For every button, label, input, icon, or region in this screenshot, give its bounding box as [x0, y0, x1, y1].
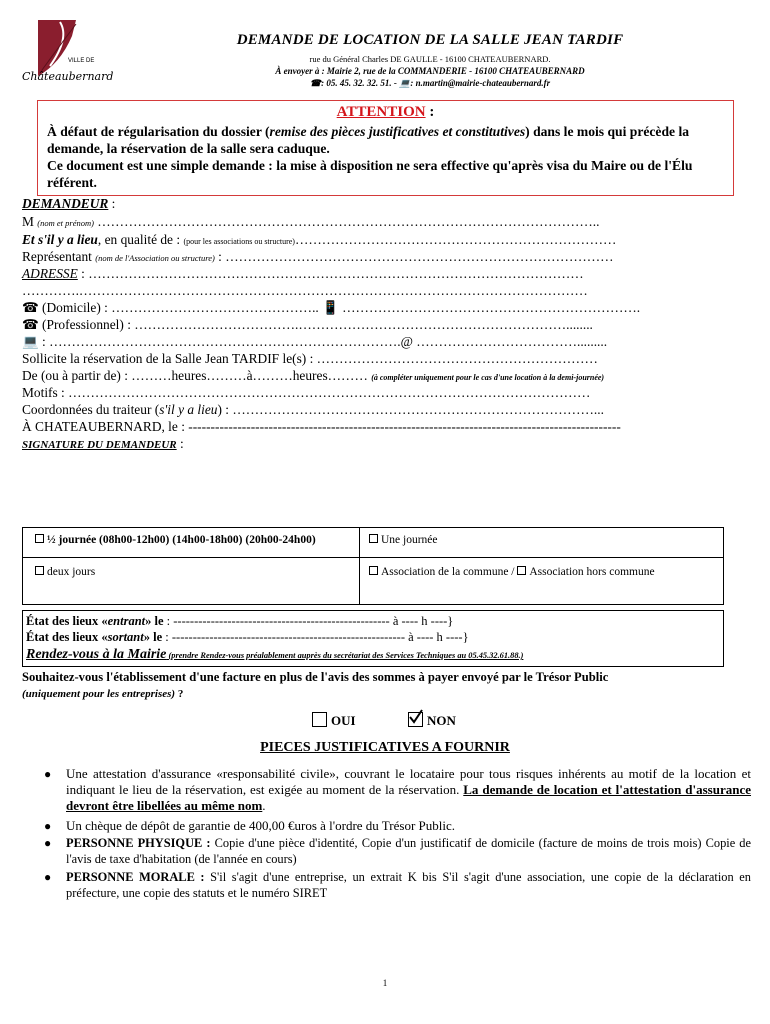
facture-question: Souhaitez-vous l'établissement d'une facture en plus de l'avis des sommes à payer envoyé par le Trésor Public: [22, 670, 609, 684]
demandeur-heading: [22, 196, 115, 212]
facture-oui-label: OUI: [331, 713, 356, 728]
pieces-title: PIECES JUSTIFICATIVES A FOURNIR: [260, 740, 510, 755]
domicile-field[interactable]: [22, 300, 640, 316]
piece-morale-label: PERSONNE MORALE :: [66, 870, 205, 884]
document-title: DEMANDE DE LOCATION DE LA SALLE JEAN TARDIF: [236, 32, 624, 48]
etat-entrant[interactable]: [26, 614, 453, 629]
facture-note-q: ?: [175, 688, 184, 700]
professionnel-label: (Professionnel) : ……………………………….……………………………………………………........: [42, 317, 593, 332]
header-contact: [150, 78, 710, 89]
name-hint: (nom et prénom): [37, 218, 94, 228]
mobile-phone-icon: 📱: [322, 300, 339, 315]
piece-item-cheque: [44, 818, 751, 834]
representant-dots: : ……………………………………………………………………………: [214, 249, 614, 264]
name-field[interactable]: [22, 214, 599, 230]
domicile-label: (Domicile) : ………………………………………..: [42, 300, 323, 315]
facture-oui-option[interactable]: [312, 712, 356, 729]
piece-physique-text: Copie d'une pièce d'identité, Copie d'un justificatif de domicile (facture de moins de trois mois) Copie de l'avis de taxe d'habitation (de l'année en cours): [66, 836, 752, 866]
logo-script: Châteaubernard: [22, 70, 114, 83]
checkbox-icon[interactable]: [369, 566, 378, 575]
checkbox-icon[interactable]: [369, 534, 378, 543]
header-address: rue du Général Charles DE GAULLE - 16100 CHATEAUBERNARD.: [309, 54, 551, 64]
computer-icon: 💻: [22, 334, 39, 349]
checkbox-oui-icon[interactable]: [312, 712, 327, 727]
option-deux-jours[interactable]: [35, 566, 95, 578]
mobile-dots: ………………………………………………………….: [338, 300, 641, 315]
attention-paragraph-2: Ce document est une simple demande : la mise à disposition ne sera effective qu'après visa du Maire ou de l'Élu référent.: [47, 158, 693, 190]
page-number: 1: [382, 978, 388, 988]
facture-note-text: (uniquement pour les entreprises): [22, 688, 176, 700]
qualite-dots: ………………………………………………………………: [294, 232, 617, 247]
header-email: : n.martin@mairie-chateaubernard.fr: [410, 78, 551, 88]
logo-text: VILLE DE: [68, 58, 95, 64]
attention-box: [37, 100, 734, 196]
traiteur-b: ) : ………………………………………………………………………...: [217, 402, 604, 417]
bullet-icon: ●: [44, 819, 52, 833]
option-assoc-hors-label: Association hors commune: [529, 566, 655, 578]
representant-hint: (nom de l'Association ou structure): [95, 253, 215, 263]
attention-title: [38, 104, 733, 121]
options-grid: [22, 527, 724, 605]
attention-label: ATTENTION: [336, 104, 426, 120]
computer-icon: 💻: [399, 78, 411, 88]
header-phone: : 05. 45. 32. 32. 51. -: [321, 78, 397, 88]
traiteur-field[interactable]: [22, 402, 604, 418]
attention-paragraph-1: [47, 123, 727, 157]
option-deux-label: deux jours: [47, 566, 96, 578]
piece-assurance-b: La demande de location et l'attestation d'assurance devront être libellées au même nom: [66, 782, 752, 813]
piece-assurance-c: .: [262, 798, 266, 813]
etat-sortant-rest: : -------------------------------------------------------- à ---- h ----}: [162, 630, 469, 644]
email-field[interactable]: [22, 334, 607, 350]
header-send-to: À envoyer à : Mairie 2, rue de la COMMANDERIE - 16100 CHATEAUBERNARD: [275, 66, 585, 76]
demandeur-label: DEMANDEUR: [22, 196, 109, 211]
etat-sortant[interactable]: [26, 630, 469, 645]
etat-sortant-italic: sortant: [107, 630, 144, 644]
demandeur-colon: :: [108, 196, 116, 211]
checkbox-non-checked-icon[interactable]: [408, 712, 423, 727]
rendez-vous-hint: (prendre Rendez-vous préalablement auprès du secrétariat des Services Techniques au 05.45.32.61.88.): [166, 651, 524, 660]
qualite-label: Et s'il y a lieu: [22, 232, 98, 247]
name-label: M: [22, 214, 34, 229]
rendez-vous-label: Rendez-vous à la Mairie: [26, 647, 167, 662]
traiteur-a: Coordonnées du traiteur (: [22, 402, 160, 417]
piece-physique-label: PERSONNE PHYSIQUE :: [66, 836, 211, 850]
grid-divider-horizontal: [23, 557, 723, 558]
qualite-hint: (pour les associations ou structure): [183, 237, 295, 246]
etat-des-lieux-box: [22, 610, 724, 667]
representant-label: Représentant: [22, 249, 92, 264]
etat-entrant-rest: : ---------------------------------------------------- à ---- h ----}: [163, 614, 454, 628]
qualite-field[interactable]: [22, 232, 616, 248]
horaire-hint: (à compléter uniquement pour le cas d'une location à la demi-journée): [371, 373, 605, 382]
attention-p1-a: À défaut de régularisation du dossier (: [47, 124, 270, 139]
option-assoc-commune-label: Association de la commune /: [381, 566, 515, 578]
grid-divider-vertical: [359, 528, 360, 604]
attention-p1-italic: remise des pièces justificatives et constitutives: [269, 124, 526, 139]
qualite-rest: , en qualité de :: [97, 232, 181, 247]
adresse-dots: : …………………………………………………………………………………………………: [77, 266, 584, 281]
signature-label: SIGNATURE DU DEMANDEUR: [22, 439, 177, 451]
piece-cheque-text: Un chèque de dépôt de garantie de 400,00 €uros à l'ordre du Trésor Public.: [66, 818, 456, 833]
phone-icon: ☎: [22, 317, 39, 332]
piece-morale-text: S'il s'agit d'une entreprise, un extrait K bis S'il s'agit d'une association, une copie de la déclaration en préfecture, une copie des statuts et le numéro SIRET: [66, 870, 751, 900]
etat-entrant-b: » le: [145, 614, 164, 628]
attention-text: [47, 123, 727, 191]
etat-entrant-italic: entrant: [107, 614, 146, 628]
option-journee-label: Une journée: [381, 534, 438, 546]
etat-entrant-a: État des lieux «: [26, 614, 108, 628]
bullet-icon: ●: [44, 767, 52, 781]
rendez-vous-line: [26, 647, 523, 663]
bullet-icon: ●: [44, 870, 52, 884]
checkbox-icon[interactable]: [35, 566, 44, 575]
phone-icon: ☎: [309, 78, 322, 88]
representant-field[interactable]: [22, 249, 614, 265]
etat-sortant-a: État des lieux «: [26, 630, 108, 644]
motifs-field[interactable]: Motifs : ………………………………………………………………………………………………………: [22, 385, 591, 400]
etat-sortant-b: » le: [143, 630, 163, 644]
piece-item-personne-morale: [44, 869, 751, 901]
option-demi-label: ½ journée (08h00-12h00) (14h00-18h00) (20h00-24h00): [47, 534, 316, 546]
checkbox-icon[interactable]: [35, 534, 44, 543]
adresse-field-line2[interactable]: ………….……………………………………………………………………………………………………: [22, 283, 588, 298]
professionnel-field[interactable]: [22, 317, 593, 333]
adresse-field[interactable]: [22, 266, 584, 282]
facture-non-option[interactable]: [408, 712, 456, 729]
email-dots: : …………………………………………………………………….@ ……………………………….........: [38, 334, 608, 349]
bullet-icon: ●: [44, 836, 52, 850]
signature-colon: :: [176, 436, 184, 451]
traiteur-italic: s'il y a lieu: [159, 402, 218, 417]
facture-note: [22, 688, 183, 700]
option-association[interactable]: [369, 566, 655, 578]
horaire-text: De (ou à partir de) : ………heures………à………heures………: [22, 368, 368, 383]
piece-item-personne-physique: [44, 835, 752, 867]
phone-icon: ☎: [22, 300, 39, 315]
lieu-date-field[interactable]: À CHATEAUBERNARD, le : -------------------------------------------------------------------------------------------------: [22, 419, 621, 434]
option-demi-journee[interactable]: [35, 534, 316, 546]
sollicite-field[interactable]: Sollicite la réservation de la Salle Jean TARDIF le(s) : ………………………………………………………: [22, 351, 598, 366]
option-journee[interactable]: [369, 534, 438, 546]
adresse-label: ADRESSE: [22, 266, 78, 281]
signature-heading: [22, 436, 184, 452]
attention-colon: :: [425, 104, 435, 120]
municipal-logo: [20, 18, 114, 86]
attention-p1-b: ) dans le mois qui précède la demande, la réservation de la salle sera caduque.: [47, 124, 690, 156]
horaire-field[interactable]: [22, 368, 604, 384]
facture-non-label: NON: [427, 713, 456, 728]
piece-assurance-a: Une attestation d'assurance «responsabilité civile», couvrant le locataire pour tous risques inhérents au motif de la location et indiquant le lieu de la réservation, est exigée au moment de la réservation.: [66, 766, 751, 797]
piece-item-assurance: [44, 766, 752, 814]
checkbox-icon[interactable]: [517, 566, 526, 575]
name-dots: …………………………………………………………………………………………………..: [93, 214, 600, 229]
